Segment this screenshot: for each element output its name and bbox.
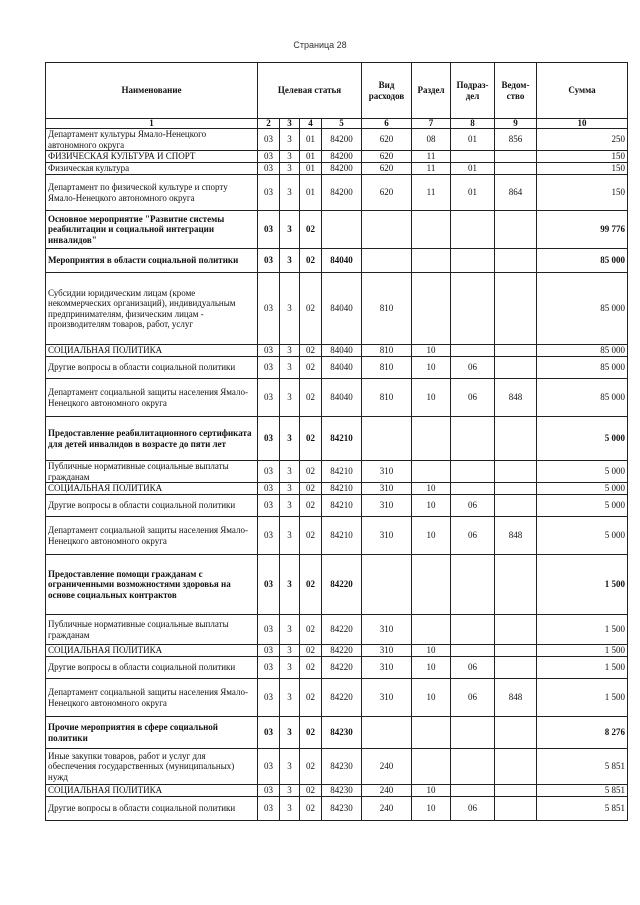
row-subsection: 06 (451, 495, 495, 517)
row-activity: 02 (300, 517, 322, 555)
row-department: 848 (495, 517, 537, 555)
row-activity: 02 (300, 749, 322, 785)
row-program: 03 (258, 417, 280, 461)
row-subsection: 06 (451, 357, 495, 379)
column-number: 4 (300, 119, 322, 129)
row-subsection: 06 (451, 679, 495, 717)
budget-table (45, 62, 628, 821)
row-program: 03 (258, 357, 280, 379)
row-program: 03 (258, 345, 280, 357)
row-activity: 02 (300, 211, 322, 249)
row-activity: 02 (300, 345, 322, 357)
row-activity: 01 (300, 129, 322, 151)
row-subprogram: 3 (280, 417, 300, 461)
row-expense-type: 310 (362, 679, 412, 717)
table-row (46, 417, 628, 461)
row-department (495, 357, 537, 379)
row-sum: 99 776 (537, 211, 628, 249)
row-direction: 84230 (322, 749, 362, 785)
row-program: 03 (258, 379, 280, 417)
header-exp-type: Вид расходов (362, 63, 412, 119)
row-name: Предоставление помощи гражданам с ограниченными возможностями здоровья на основе социальных контрактов (46, 555, 258, 615)
row-program: 03 (258, 495, 280, 517)
row-direction: 84220 (322, 657, 362, 679)
row-name: Другие вопросы в области социальной политики (46, 657, 258, 679)
table-row (46, 749, 628, 785)
row-expense-type (362, 555, 412, 615)
row-program: 03 (258, 151, 280, 163)
row-section: 10 (412, 345, 451, 357)
row-subsection: 01 (451, 129, 495, 151)
row-department (495, 163, 537, 175)
row-section (412, 273, 451, 345)
row-subprogram: 3 (280, 615, 300, 645)
row-section (412, 615, 451, 645)
row-section (412, 417, 451, 461)
row-section: 11 (412, 163, 451, 175)
row-program: 03 (258, 645, 280, 657)
row-subsection (451, 461, 495, 483)
row-name: Предоставление реабилитационного сертификата для детей инвалидов в возрасте до пяти лет (46, 417, 258, 461)
row-sum: 5 000 (537, 483, 628, 495)
row-sum: 150 (537, 175, 628, 211)
row-subprogram: 3 (280, 211, 300, 249)
row-subprogram: 3 (280, 345, 300, 357)
row-subsection: 06 (451, 517, 495, 555)
row-direction: 84200 (322, 129, 362, 151)
row-name: СОЦИАЛЬНАЯ ПОЛИТИКА (46, 483, 258, 495)
row-activity: 02 (300, 615, 322, 645)
column-number-row (46, 119, 628, 129)
row-section: 11 (412, 175, 451, 211)
row-program: 03 (258, 517, 280, 555)
table-row (46, 615, 628, 645)
row-activity: 02 (300, 417, 322, 461)
table-row (46, 379, 628, 417)
row-department (495, 249, 537, 273)
row-direction: 84210 (322, 517, 362, 555)
header-target: Целевая статья (258, 63, 362, 119)
row-program: 03 (258, 129, 280, 151)
row-name: Публичные нормативные социальные выплаты гражданам (46, 461, 258, 483)
row-name: СОЦИАЛЬНАЯ ПОЛИТИКА (46, 785, 258, 797)
row-sum: 85 000 (537, 345, 628, 357)
row-program: 03 (258, 175, 280, 211)
row-department (495, 417, 537, 461)
row-name: Другие вопросы в области социальной политики (46, 357, 258, 379)
row-sum: 85 000 (537, 379, 628, 417)
row-activity: 02 (300, 555, 322, 615)
table-row (46, 345, 628, 357)
row-expense-type: 240 (362, 797, 412, 821)
column-number: 6 (362, 119, 412, 129)
table-row (46, 175, 628, 211)
row-subprogram: 3 (280, 249, 300, 273)
row-subprogram: 3 (280, 163, 300, 175)
row-direction (322, 211, 362, 249)
row-subprogram: 3 (280, 785, 300, 797)
row-name: Мероприятия в области социальной политики (46, 249, 258, 273)
row-subprogram: 3 (280, 749, 300, 785)
row-subsection (451, 645, 495, 657)
row-section: 10 (412, 495, 451, 517)
row-program: 03 (258, 615, 280, 645)
row-sum: 1 500 (537, 555, 628, 615)
row-section (412, 749, 451, 785)
row-section: 10 (412, 483, 451, 495)
row-activity: 02 (300, 645, 322, 657)
column-number: 2 (258, 119, 280, 129)
row-name: СОЦИАЛЬНАЯ ПОЛИТИКА (46, 345, 258, 357)
row-sum: 250 (537, 129, 628, 151)
row-direction: 84200 (322, 163, 362, 175)
row-subprogram: 3 (280, 175, 300, 211)
row-sum: 5 000 (537, 461, 628, 483)
table-row (46, 797, 628, 821)
row-sum: 5 851 (537, 785, 628, 797)
row-department (495, 555, 537, 615)
table-row (46, 129, 628, 151)
header-department: Ведом-ство (495, 63, 537, 119)
row-activity: 02 (300, 657, 322, 679)
row-subprogram: 3 (280, 379, 300, 417)
row-name: Другие вопросы в области социальной политики (46, 495, 258, 517)
row-section: 10 (412, 357, 451, 379)
row-subsection (451, 555, 495, 615)
row-expense-type: 310 (362, 645, 412, 657)
row-department (495, 615, 537, 645)
row-direction: 84210 (322, 495, 362, 517)
row-department (495, 797, 537, 821)
row-sum: 1 500 (537, 615, 628, 645)
row-activity: 01 (300, 175, 322, 211)
row-subprogram: 3 (280, 151, 300, 163)
row-direction: 84220 (322, 679, 362, 717)
row-direction: 84040 (322, 273, 362, 345)
column-number: 5 (322, 119, 362, 129)
table-row (46, 211, 628, 249)
row-expense-type: 240 (362, 749, 412, 785)
row-department (495, 495, 537, 517)
row-sum: 1 500 (537, 679, 628, 717)
row-direction: 84220 (322, 555, 362, 615)
row-name: Департамент по физической культуре и спорту Ямало-Ненецкого автономного округа (46, 175, 258, 211)
row-name: Департамент социальной защиты населения Ямало-Ненецкого автономного округа (46, 379, 258, 417)
row-expense-type: 810 (362, 357, 412, 379)
row-direction: 84210 (322, 461, 362, 483)
row-name: Департамент социальной защиты населения Ямало-Ненецкого автономного округа (46, 517, 258, 555)
row-expense-type (362, 717, 412, 749)
row-direction: 84200 (322, 175, 362, 211)
row-name: Прочие мероприятия в сфере социальной политики (46, 717, 258, 749)
row-subsection (451, 151, 495, 163)
header-section: Раздел (412, 63, 451, 119)
row-program: 03 (258, 163, 280, 175)
row-subprogram: 3 (280, 129, 300, 151)
row-sum: 5 851 (537, 749, 628, 785)
row-section: 10 (412, 785, 451, 797)
row-subprogram: 3 (280, 495, 300, 517)
row-activity: 02 (300, 785, 322, 797)
row-expense-type: 620 (362, 129, 412, 151)
row-direction: 84040 (322, 379, 362, 417)
row-subprogram: 3 (280, 483, 300, 495)
row-expense-type: 310 (362, 615, 412, 645)
row-subprogram: 3 (280, 717, 300, 749)
row-subprogram: 3 (280, 657, 300, 679)
table-row (46, 461, 628, 483)
row-subprogram: 3 (280, 517, 300, 555)
column-number: 3 (280, 119, 300, 129)
row-expense-type: 620 (362, 151, 412, 163)
row-expense-type: 810 (362, 345, 412, 357)
row-department: 848 (495, 679, 537, 717)
row-activity: 02 (300, 717, 322, 749)
row-activity: 02 (300, 679, 322, 717)
row-subprogram: 3 (280, 645, 300, 657)
row-subsection (451, 785, 495, 797)
row-program: 03 (258, 483, 280, 495)
column-number: 7 (412, 119, 451, 129)
row-direction: 84230 (322, 785, 362, 797)
row-direction: 84200 (322, 151, 362, 163)
header-subsection: Подраз-дел (451, 63, 495, 119)
column-number: 9 (495, 119, 537, 129)
row-department (495, 461, 537, 483)
table-row (46, 151, 628, 163)
row-program: 03 (258, 249, 280, 273)
row-expense-type: 620 (362, 175, 412, 211)
table-row (46, 357, 628, 379)
row-department (495, 345, 537, 357)
row-expense-type: 810 (362, 273, 412, 345)
row-program: 03 (258, 273, 280, 345)
row-section: 10 (412, 797, 451, 821)
row-sum: 8 276 (537, 717, 628, 749)
row-program: 03 (258, 211, 280, 249)
row-activity: 02 (300, 483, 322, 495)
row-program: 03 (258, 555, 280, 615)
row-sum: 150 (537, 151, 628, 163)
table-row (46, 163, 628, 175)
row-name: Департамент социальной защиты населения Ямало-Ненецкого автономного округа (46, 679, 258, 717)
table-row (46, 679, 628, 717)
row-name: Субсидии юридическим лицам (кроме некоммерческих организаций), индивидуальным предпринимателям, физическим лицам - производителям товаров, работ, услуг (46, 273, 258, 345)
header-sum: Сумма (537, 63, 628, 119)
row-activity: 02 (300, 495, 322, 517)
table-row (46, 483, 628, 495)
row-activity: 01 (300, 151, 322, 163)
row-activity: 02 (300, 249, 322, 273)
row-expense-type: 310 (362, 461, 412, 483)
row-subsection (451, 273, 495, 345)
row-sum: 85 000 (537, 273, 628, 345)
table-row (46, 657, 628, 679)
row-subprogram: 3 (280, 273, 300, 345)
row-subprogram: 3 (280, 797, 300, 821)
row-section: 10 (412, 517, 451, 555)
row-department (495, 645, 537, 657)
row-sum: 1 500 (537, 657, 628, 679)
row-department (495, 717, 537, 749)
row-sum: 5 000 (537, 495, 628, 517)
row-direction: 84210 (322, 483, 362, 495)
row-program: 03 (258, 657, 280, 679)
table-row (46, 645, 628, 657)
row-activity: 02 (300, 379, 322, 417)
column-number: 1 (46, 119, 258, 129)
table-row (46, 249, 628, 273)
row-section (412, 555, 451, 615)
row-subsection (451, 417, 495, 461)
row-section (412, 717, 451, 749)
table-row (46, 785, 628, 797)
row-expense-type (362, 417, 412, 461)
row-department (495, 483, 537, 495)
row-department (495, 211, 537, 249)
row-name: ФИЗИЧЕСКАЯ КУЛЬТУРА И СПОРТ (46, 151, 258, 163)
table-row (46, 517, 628, 555)
table-row (46, 717, 628, 749)
row-department (495, 785, 537, 797)
row-subsection (451, 211, 495, 249)
row-department: 856 (495, 129, 537, 151)
row-direction: 84220 (322, 645, 362, 657)
row-activity: 02 (300, 797, 322, 821)
row-direction: 84040 (322, 345, 362, 357)
row-direction: 84230 (322, 717, 362, 749)
table-row (46, 273, 628, 345)
row-subsection (451, 749, 495, 785)
row-activity: 02 (300, 461, 322, 483)
row-expense-type: 240 (362, 785, 412, 797)
row-program: 03 (258, 797, 280, 821)
row-expense-type (362, 249, 412, 273)
row-expense-type: 310 (362, 657, 412, 679)
row-department (495, 749, 537, 785)
row-sum: 5 851 (537, 797, 628, 821)
table-row (46, 555, 628, 615)
row-activity: 01 (300, 163, 322, 175)
row-subsection: 06 (451, 797, 495, 821)
row-section: 10 (412, 645, 451, 657)
row-subsection (451, 249, 495, 273)
row-subsection (451, 717, 495, 749)
row-sum: 150 (537, 163, 628, 175)
row-section: 08 (412, 129, 451, 151)
row-name: Другие вопросы в области социальной политики (46, 797, 258, 821)
row-section: 11 (412, 151, 451, 163)
row-subprogram: 3 (280, 679, 300, 717)
row-program: 03 (258, 749, 280, 785)
row-department (495, 151, 537, 163)
row-section (412, 249, 451, 273)
row-expense-type: 810 (362, 379, 412, 417)
row-direction: 84040 (322, 249, 362, 273)
row-subprogram: 3 (280, 555, 300, 615)
row-direction: 84230 (322, 797, 362, 821)
row-subsection (451, 615, 495, 645)
row-subsection: 01 (451, 163, 495, 175)
row-activity: 02 (300, 357, 322, 379)
row-subsection (451, 483, 495, 495)
row-subsection: 06 (451, 379, 495, 417)
row-sum: 5 000 (537, 417, 628, 461)
row-expense-type: 310 (362, 517, 412, 555)
row-subprogram: 3 (280, 357, 300, 379)
row-subprogram: 3 (280, 461, 300, 483)
row-section: 10 (412, 379, 451, 417)
table-row (46, 495, 628, 517)
row-name: СОЦИАЛЬНАЯ ПОЛИТИКА (46, 645, 258, 657)
row-department: 864 (495, 175, 537, 211)
row-sum: 85 000 (537, 249, 628, 273)
row-sum: 85 000 (537, 357, 628, 379)
row-program: 03 (258, 679, 280, 717)
row-program: 03 (258, 461, 280, 483)
row-name: Публичные нормативные социальные выплаты гражданам (46, 615, 258, 645)
row-department: 848 (495, 379, 537, 417)
row-direction: 84220 (322, 615, 362, 645)
row-section (412, 461, 451, 483)
row-expense-type: 310 (362, 483, 412, 495)
row-expense-type: 310 (362, 495, 412, 517)
row-name: Департамент культуры Ямало-Ненецкого автономного округа (46, 129, 258, 151)
row-activity: 02 (300, 273, 322, 345)
header-row (46, 63, 628, 119)
row-name: Иные закупки товаров, работ и услуг для обеспечения государственных (муниципальных) нужд (46, 749, 258, 785)
column-number: 10 (537, 119, 628, 129)
row-direction: 84040 (322, 357, 362, 379)
row-name: Основное мероприятие "Развитие системы реабилитации и социальной интеграции инвалидов" (46, 211, 258, 249)
row-expense-type: 620 (362, 163, 412, 175)
row-sum: 5 000 (537, 517, 628, 555)
row-section: 10 (412, 657, 451, 679)
row-subsection (451, 345, 495, 357)
row-name: Физическая культура (46, 163, 258, 175)
row-expense-type (362, 211, 412, 249)
row-department (495, 273, 537, 345)
row-direction: 84210 (322, 417, 362, 461)
column-number: 8 (451, 119, 495, 129)
row-program: 03 (258, 717, 280, 749)
row-sum: 1 500 (537, 645, 628, 657)
row-department (495, 657, 537, 679)
row-section (412, 211, 451, 249)
header-name: Наименование (46, 63, 258, 119)
row-section: 10 (412, 679, 451, 717)
row-program: 03 (258, 785, 280, 797)
row-subsection: 01 (451, 175, 495, 211)
page-label: Страница 28 (293, 40, 347, 50)
row-subsection: 06 (451, 657, 495, 679)
